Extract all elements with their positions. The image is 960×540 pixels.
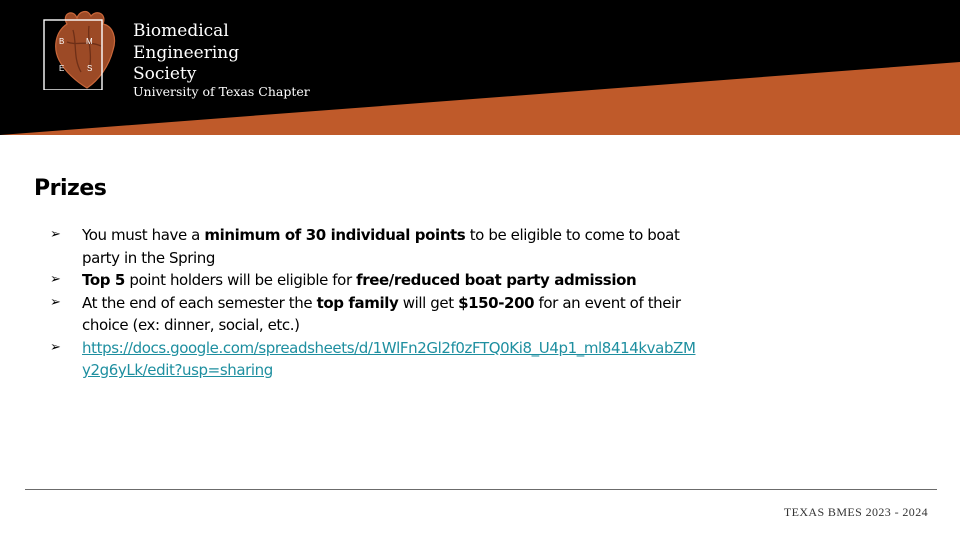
footer-text: TEXAS BMES 2023 - 2024 bbox=[783, 505, 928, 519]
bullet-item bbox=[50, 292, 700, 337]
logo-letter: B bbox=[59, 37, 65, 46]
arrowhead-icon: ➢ bbox=[50, 272, 61, 287]
arrowhead-icon: ➢ bbox=[50, 227, 61, 242]
bullet-text: to be eligible to come to boat party in the Spring bbox=[82, 226, 680, 267]
org-name-line: Engineering bbox=[133, 42, 240, 63]
bullet-text: At the end of each semester the bbox=[82, 293, 317, 312]
slide-title: Prizes bbox=[34, 176, 107, 201]
bullet-item bbox=[50, 269, 700, 292]
logo-letter: E bbox=[59, 64, 65, 73]
bullet-bold-text: Top 5 bbox=[82, 271, 125, 289]
arrowhead-icon: ➢ bbox=[50, 294, 61, 310]
bullet-item bbox=[50, 224, 700, 269]
logo-letter: S bbox=[87, 64, 93, 73]
bullet-text: point holders will be eligible for bbox=[124, 271, 357, 289]
bmes-heart-logo bbox=[43, 10, 122, 90]
org-name bbox=[133, 21, 239, 86]
bullet-bold-text: top family bbox=[316, 293, 399, 312]
bullet-bold-text: minimum of 30 individual points bbox=[204, 226, 466, 244]
bullet-text: You must have a bbox=[82, 226, 205, 244]
arrowhead-icon: ➢ bbox=[50, 339, 61, 355]
bullet-text: will get bbox=[398, 293, 459, 312]
spreadsheet-link[interactable]: https://docs.google.com/spreadsheets/d/1WlFn2Gl2f0zFTQ0Ki8_U4p1_ml8414kvabZMy2g6yLk/edit?usp=sharing bbox=[82, 338, 696, 379]
footer-divider bbox=[25, 489, 937, 490]
org-name-line: Society bbox=[133, 64, 197, 84]
bullet-bold-text: $150-200 bbox=[458, 293, 535, 312]
bullet-item bbox=[50, 337, 700, 382]
org-name-line: Biomedical bbox=[133, 21, 229, 41]
logo-letter: M bbox=[86, 37, 93, 46]
bullet-bold-text: free/reduced boat party admission bbox=[356, 271, 637, 289]
bullet-list bbox=[50, 224, 700, 382]
org-subtitle: University of Texas Chapter bbox=[133, 84, 310, 99]
bullet-text: for an event of their choice (ex: dinner, social, etc.) bbox=[82, 293, 681, 334]
